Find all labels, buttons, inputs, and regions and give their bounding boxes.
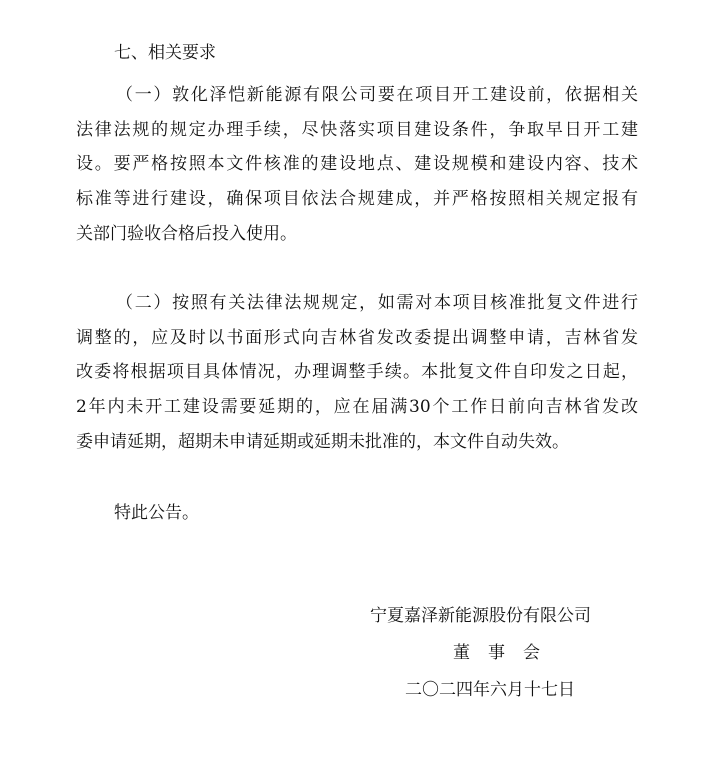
paragraph-line: （二）按照有关法律法规规定，如需对本项目核准批复文件进行: [116, 293, 638, 313]
signature-board: 董事会: [453, 643, 558, 663]
paragraph-line: 法律法规的规定办理手续，尽快落实项目建设条件，争取早日开工建: [76, 119, 638, 140]
paragraph-line: 标准等进行建设，确保项目依法合规建成，并严格按照相关规定报有: [76, 189, 638, 210]
section-heading: 七、相关要求: [114, 43, 216, 63]
paragraph-requirement-2: [76, 286, 638, 459]
paragraph-line: 设。要严格按照本文件核准的建设地点、建设规模和建设内容、技术: [76, 154, 638, 175]
paragraph-line: 调整的，应及时以书面形式向吉林省发改委提出调整申请，吉林省发: [76, 327, 638, 348]
paragraph-requirement-1: [76, 78, 638, 251]
paragraph-line: 2年内未开工建设需要延期的，应在届满30个工作日前向吉林省发改: [76, 397, 638, 418]
signature-date: 二〇二四年六月十七日: [405, 680, 575, 700]
paragraph-line: 改委将根据项目具体情况，办理调整手续。本批复文件自印发之日起，: [76, 362, 638, 383]
paragraph-line: 关部门验收合格后投入使用。: [76, 223, 297, 244]
paragraph-line: （一）敦化泽恺新能源有限公司要在项目开工建设前，依据相关: [116, 85, 638, 105]
signature-company: 宁夏嘉泽新能源股份有限公司: [370, 606, 591, 626]
closing-remark: 特此公告。: [114, 503, 199, 523]
paragraph-line: 委申请延期，超期未申请延期或延期未批准的，本文件自动失效。: [76, 431, 569, 452]
